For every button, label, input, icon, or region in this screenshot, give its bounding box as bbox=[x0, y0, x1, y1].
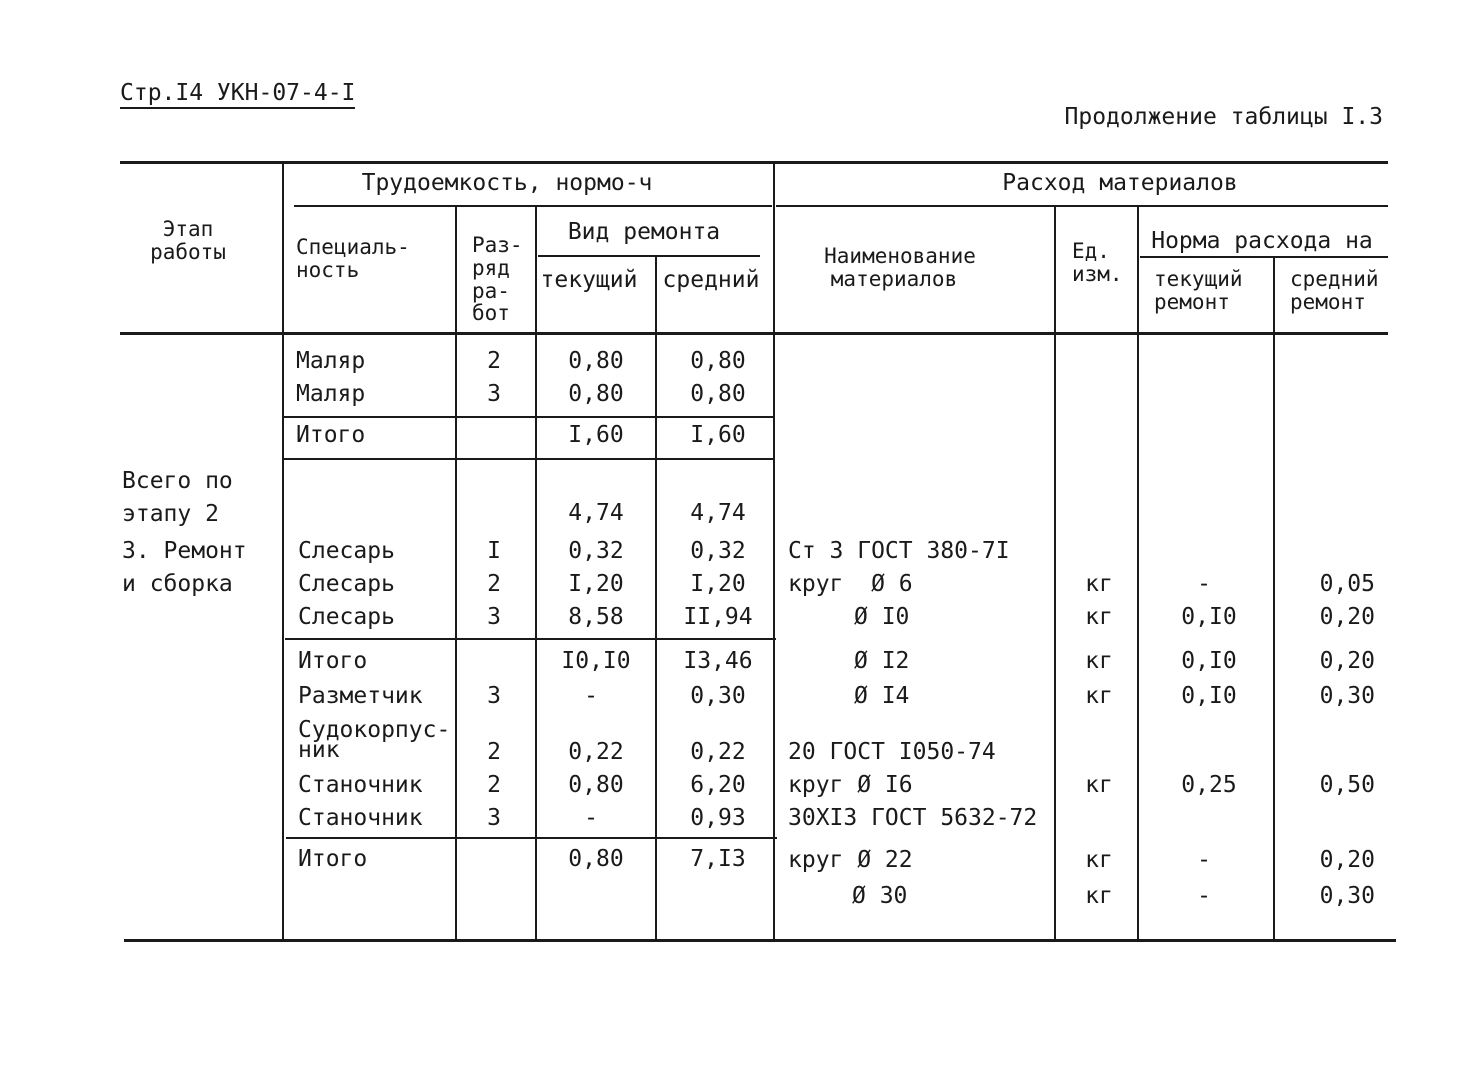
col-line-norm-current bbox=[1273, 257, 1275, 941]
col-line-current bbox=[655, 256, 657, 941]
col-line-stage bbox=[282, 163, 284, 941]
header-repair-type: Вид ремонта bbox=[567, 219, 721, 245]
header-line-labor bbox=[294, 205, 772, 207]
col-line-labor-end bbox=[773, 163, 775, 941]
row-line-2 bbox=[284, 458, 775, 460]
table-top-border bbox=[120, 161, 1388, 164]
col-line-unit bbox=[1137, 205, 1139, 941]
row-line-4 bbox=[286, 837, 777, 839]
row-line-3 bbox=[285, 638, 776, 640]
header-medium: средний bbox=[662, 267, 760, 293]
header-current: текущий bbox=[540, 267, 638, 293]
table-continuation-title: Продолжение таблицы I.3 bbox=[1064, 104, 1383, 130]
header-line-materials bbox=[776, 205, 1388, 207]
header-norm: Норма расхода на bbox=[1151, 228, 1373, 254]
col-line-material bbox=[1054, 205, 1056, 941]
header-line-norm bbox=[1140, 256, 1388, 258]
page-reference: Стр.I4 УКН-07-4-I bbox=[120, 80, 355, 109]
col-line-specialty bbox=[455, 205, 457, 941]
header-materials: Расход материалов bbox=[1002, 170, 1238, 196]
col-line-grade bbox=[535, 205, 537, 941]
header-line-repair-type bbox=[538, 255, 760, 257]
header-labor: Трудоемкость, нормо-ч bbox=[361, 170, 653, 196]
row-line-1 bbox=[284, 416, 775, 418]
table-bottom-border bbox=[124, 939, 1396, 942]
header-bottom-border bbox=[120, 332, 1388, 335]
